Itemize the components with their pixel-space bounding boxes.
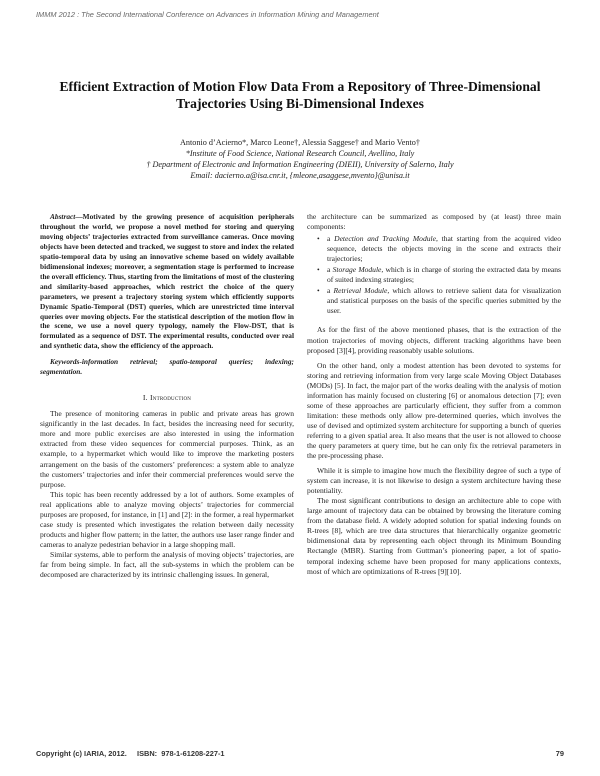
paper-title: Efficient Extraction of Motion Flow Data From a Repository of Three-Dimensional Trajectories Using Bi-Dimensional Indexes [59, 79, 541, 111]
page-footer [36, 749, 564, 758]
component-name: Detection and Tracking Module [334, 234, 436, 244]
component-text: , that starting from the acquired video sequence, detects the objects moving in the scene and extracts their trajectories; [327, 234, 561, 264]
conference-header: IMMM 2012 : The Second International Conference on Advances in Information Mining and Management [36, 10, 379, 19]
keywords: Keywords-information retrieval; spatio-temporal queries; indexing; segmentation. [40, 357, 294, 377]
abstract-text: —Motivated by the growing presence of acquisition peripherals throughout the world, we propose a novel method for storing and querying moving objects’ trajectories extracted from surveillance cameras. Once moving objects have been detected and tracked, we suggest to store and index the related spatio-temporal data by using an innovative scheme based on widely available bidimensional indexes; moreover, a segmentation stage is performed to increase the overall efficiency. Thus, starting from the limitations of most of the clustering and similarity-based approaches, which restrict the choice of the query parameters, we present a trajectory storing system which efficiently supports Dynamic Spatio-Temporal (DST) queries, which are unrestricted time interval queries over moving objects. For the statistical description of the motion flow in the scene, we use a novel query typology, namely the Flow-DST, that is formulated as a sequence of DST. The experimental results, conducted over real and synthetic data, show the efficiency of the approach. [40, 212, 294, 351]
copyright-notice: Copyright (c) IARIA, 2012. ISBN: 978-1-61208-227-1 [36, 749, 225, 758]
author-email: Email: dacierno.a@isa.cnr.it, {mleone,asaggese,mvento}@unisa.it [190, 171, 410, 180]
component-name: Storage Module [332, 265, 382, 275]
body-paragraph: On the other hand, only a modest attention has been devoted to systems for storing and retrieving information from very large scale Moving Object Databases (MODs) [5]. In fact, the major part of the works dealing with the analysis of motion information has mainly focused on clustering [6] or anomalous detection [7]; even some of these approaches are particularly efficient, they suffer from a common limitation: these methods only allow pre-determined queries, which involves the use of devised and optimized system architecture for supporting a bunch of queries referring to a given spatial area. It also means that the user is not allowed to choose the query parameters at query time, but he can only fix the retrieval parameters in the pre-processing phase. [307, 360, 561, 461]
component-text: , which allows to retrieve salient data for visualization and statistical purposes on the basis of the specific queries submitted by the user. [327, 286, 561, 316]
author-names: Antonio d’Acierno*, Marco Leone†, Alessia Saggese† and Mario Vento† [180, 138, 420, 147]
list-item: • a Retrieval Module, which allows to retrieve salient data for visualization and statistical purposes on the basis of the specific queries submitted by the user. [327, 286, 561, 316]
right-column [307, 212, 561, 577]
body-paragraph: The most significant contributions to design an architecture able to cope with large amount of trajectory data can be obtained by browsing the literature coming from the database field. A widely adopted solution for spatial indexing founds on R-trees [8], which are tree data structures that hierarchically organize geometric bidimensional data by representing each object through its Minimum Bounding Rectangle (MBR). Starting from Guttman’s pioneering paper, a lot of spatio-temporal indexing scheme have been proposed for many applications contexts, most of which are optimizations of R-trees [9][10]. [307, 496, 561, 576]
section-number: I. [142, 393, 148, 403]
section-heading [40, 393, 294, 403]
body-paragraph: While it is simple to imagine how much the flexibility degree of such a type of system can increase, it is not likewise to design a system architecture having these potentiality. [307, 466, 561, 496]
component-list [307, 234, 561, 316]
author-block [40, 137, 560, 181]
intro-paragraph: The presence of monitoring cameras in public and private areas has grown significantly in the last decades. In fact, besides the increasing need for security, more and more public exercises are also interested in using the information extracted from these video sequences for commercial purposes. Think, as an example, to a hypermarket which would like to improve the marketing posters arrangement on the basis of the customers’ preferences: a system able to analyze the customers’ trajectories and infer their commercial preferences would serve the purpose. [40, 409, 294, 489]
body-paragraph: As for the first of the above mentioned phases, that is the extraction of the motion trajectories of moving objects, different tracking algorithms have been proposed [3][4], providing reasonably usable solutions. [307, 325, 561, 355]
page-number: 79 [555, 749, 564, 758]
architecture-intro: the architecture can be summarized as composed by (at least) three main components: [307, 212, 561, 232]
affiliation-1: *Institute of Food Science, National Research Council, Avellino, Italy [185, 149, 415, 158]
section-name: Introduction [150, 393, 192, 403]
list-item: • a Storage Module, which is in charge of storing the extracted data by means of suited indexing strategies; [327, 265, 561, 285]
component-text: , which is in charge of storing the extracted data by means of suited indexing strategies; [327, 265, 561, 285]
intro-paragraph: This topic has been recently addressed by a lot of authors. Some examples of real applications able to analyze moving objects’ trajectories for commercial purposes are proposed, for instance, in [1] and [2]: in the former, a real hypermarket case study is presented which investigates the relation between daily necessity products and higher flow pattern; in the latter, the authors use laser range finder and cameras to analyze pedestrian behavior in a large shopping mall. [40, 489, 294, 549]
list-item: • a Detection and Tracking Module, that starting from the acquired video sequence, detects the objects moving in the scene and extracts their trajectories; [327, 234, 561, 264]
component-name: Retrieval Module [333, 286, 388, 296]
left-column [40, 212, 294, 580]
intro-paragraph: Similar systems, able to perform the analysis of moving objects’ trajectories, are far from being simple. In fact, all the sub-systems in which the problem can be decomposed are characterized by its intrinsic challenging issues. In general, [40, 549, 294, 580]
abstract [40, 212, 294, 351]
affiliation-2: † Department of Electronic and Information Engineering (DIEII), University of Salerno, Italy [146, 160, 454, 169]
abstract-lead: Abstract [50, 212, 76, 221]
